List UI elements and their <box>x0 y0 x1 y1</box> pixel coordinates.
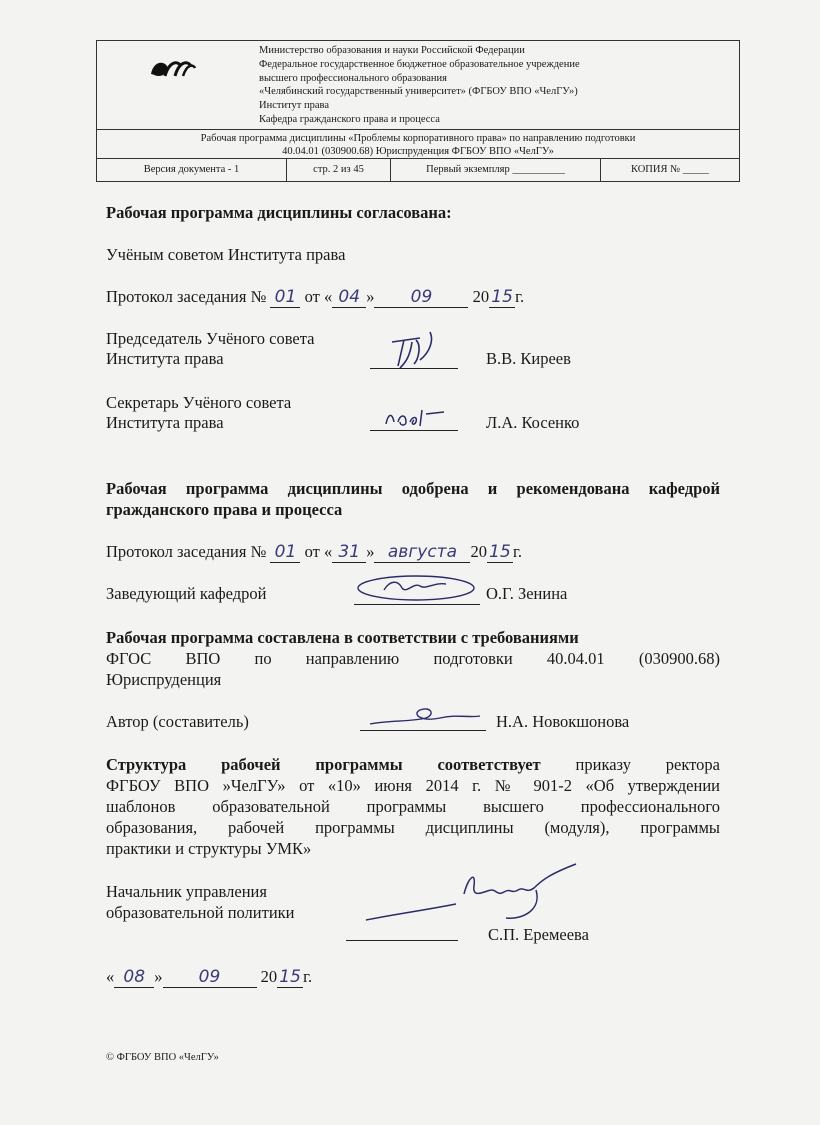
org-line: Кафедра гражданского права и процесса <box>259 113 440 125</box>
handwritten-signature-icon <box>360 700 486 730</box>
handwritten-signature-icon <box>370 400 458 430</box>
page-number: стр. 2 из 45 <box>287 159 391 181</box>
chief-title-line2: образовательной политики <box>106 903 295 922</box>
program-title-line: Рабочая программа дисциплины «Проблемы корпоративного права» по направлению подготовки <box>200 133 636 144</box>
council-name: Учёным советом Института права <box>106 245 346 264</box>
chief-name: С.П. Еремеева <box>488 925 589 944</box>
document-version: Версия документа - 1 <box>97 159 287 181</box>
protocol-department: Протокол заседания № 01 от « 31 » августа 20 15 г. <box>106 542 522 562</box>
secretary-title-line1: Секретарь Учёного совета <box>106 393 292 412</box>
header-program-row <box>97 129 739 159</box>
author-signature <box>360 700 486 731</box>
fgos-line2: Юриспруденция <box>106 670 222 689</box>
agreed-heading: Рабочая программа дисциплины согласована: <box>106 203 452 222</box>
protocol-month-field: 09 <box>374 287 468 308</box>
protocol-month-field: августа <box>374 542 470 563</box>
protocol-year-field: 15 <box>489 287 515 308</box>
author-name: Н.А. Новокшонова <box>496 712 630 731</box>
fgos-heading: Рабочая программа составлена в соответствии с требованиями <box>106 628 579 647</box>
structure-line3: шаблонов образовательной программы высшего профессионального <box>106 797 720 816</box>
fgos-line1: ФГОС ВПО по направлению подготовки 40.04.01 (030900.68) <box>106 649 720 668</box>
department-head-name: О.Г. Зенина <box>486 584 568 603</box>
university-logo-icon <box>147 56 197 82</box>
date-year-field: 15 <box>277 967 303 988</box>
org-line: «Челябинский государственный университет» (ФГБОУ ВПО «ЧелГУ») <box>259 86 578 98</box>
handwritten-signature-icon <box>370 330 458 370</box>
org-line: Министерство образования и науки Российской Федерации <box>259 45 525 56</box>
protocol-year-field: 15 <box>487 542 513 563</box>
department-head-label: Заведующий кафедрой <box>106 584 267 603</box>
protocol-number-field: 01 <box>270 542 300 563</box>
secretary-signature <box>370 400 458 431</box>
protocol-day-field: 04 <box>332 287 366 308</box>
chair-title-line2: Института права <box>106 349 224 368</box>
approved-heading-line2: гражданского права и процесса <box>106 500 343 519</box>
date-day-field: 08 <box>114 967 154 988</box>
author-label: Автор (составитель) <box>106 712 249 731</box>
chief-title-line1: Начальник управления <box>106 882 267 901</box>
secretary-name: Л.А. Косенко <box>486 413 580 432</box>
protocol-number-field: 01 <box>270 287 300 308</box>
approved-heading-line1: Рабочая программа дисциплины одобрена и рекомендована кафедрой <box>106 479 720 498</box>
secretary-title-line2: Института права <box>106 413 224 432</box>
copy-label: Первый экземпляр __________ <box>391 159 601 181</box>
chair-name: В.В. Киреев <box>486 349 571 368</box>
structure-line2: ФГБОУ ВПО »ЧелГУ» от «10» июня 2014 г. № 901-2 «Об утверждении <box>106 776 720 795</box>
chair-title-line1: Председатель Учёного совета <box>106 329 315 348</box>
chief-signature <box>346 860 458 941</box>
date-month-field: 09 <box>163 967 257 988</box>
protocol-day-field: 31 <box>332 542 366 563</box>
chair-signature <box>370 330 458 369</box>
document-header-table <box>96 40 740 182</box>
header-org-row <box>97 41 739 130</box>
signing-date: « 08 » 09 20 15 г. <box>106 967 313 987</box>
org-line: Институт права <box>259 100 329 112</box>
org-line: Федеральное государственное бюджетное образовательное учреждение <box>259 58 580 70</box>
organization-name <box>259 44 580 127</box>
org-line: высшего профессионального образования <box>259 72 447 84</box>
structure-line4: образования, рабочей программы дисциплины (модуля), программы <box>106 818 720 837</box>
program-title-line: 40.04.01 (030900.68) Юриспруденция ФГБОУ ВПО «ЧелГУ» <box>282 146 554 157</box>
structure-line1: Структура рабочей программы соответствует приказу ректора <box>106 755 720 774</box>
header-meta-row <box>97 159 739 181</box>
structure-line5: практики и структуры УМК» <box>106 839 312 858</box>
copy-number: КОПИЯ № _____ <box>630 164 709 175</box>
handwritten-signature-icon <box>354 570 480 604</box>
department-head-signature <box>354 570 480 605</box>
protocol-council: Протокол заседания № 01 от « 04 » 09 20 15 г. <box>106 287 525 307</box>
page-footer: © ФГБОУ ВПО «ЧелГУ» <box>106 1052 219 1063</box>
